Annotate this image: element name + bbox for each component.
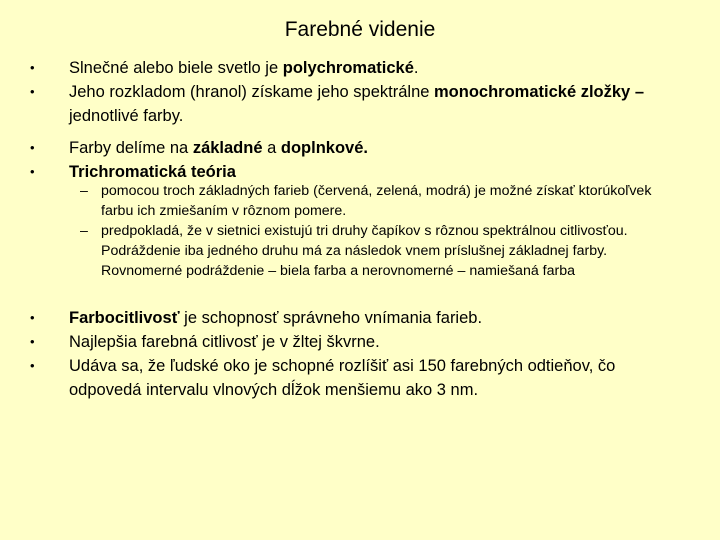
sub-list-trichromatic bbox=[0, 181, 656, 281]
bullet-item bbox=[0, 136, 669, 160]
dash-icon: – bbox=[80, 223, 88, 239]
sub-list-item bbox=[0, 221, 656, 281]
bullet-text: Farbocitlivosť bbox=[69, 309, 180, 327]
sub-list-item bbox=[0, 181, 656, 221]
bullet-text: Trichromatická teória bbox=[69, 163, 236, 181]
bullet-text: doplnkové. bbox=[280, 139, 368, 157]
sub-list-text: pomocou troch základných farieb (červená, zelená, modrá) je možné získať ktorúkoľvek farbu ich zmiešaním v rôznom pomere. bbox=[101, 183, 652, 219]
bullet-text: Jeho rozkladom (hranol) získame jeho spektrálne bbox=[69, 83, 435, 101]
bullet-text: Najlepšia farebná citlivosť je v žltej škvrne. bbox=[69, 333, 380, 351]
bullet-text: je schopnosť správneho vnímania farieb. bbox=[179, 309, 483, 327]
slide-title: Farebné videnie bbox=[284, 18, 436, 41]
bullet-icon: • bbox=[30, 140, 35, 155]
bullet-list-top bbox=[0, 56, 669, 184]
bullet-icon: • bbox=[30, 60, 35, 75]
bullet-icon: • bbox=[30, 164, 35, 179]
bullet-text: základné bbox=[192, 139, 263, 157]
bullet-icon: • bbox=[30, 84, 35, 99]
bullet-text: Udáva sa, že ľudské oko je schopné rozlíšiť asi 150 farebných odtieňov, čo odpovedá intervalu vlnových dĺžok menšiemu ako 3 nm. bbox=[69, 357, 616, 399]
bullet-item bbox=[0, 56, 669, 80]
bullet-item bbox=[0, 306, 669, 330]
bullet-text: a bbox=[262, 139, 281, 157]
bullet-list-bottom bbox=[0, 306, 669, 402]
bullet-icon: • bbox=[30, 358, 35, 373]
bullet-text: Slnečné alebo biele svetlo je bbox=[69, 59, 283, 77]
dash-icon: – bbox=[80, 183, 88, 199]
bullet-item bbox=[0, 354, 669, 402]
sub-list-text: predpokladá, že v sietnici existujú tri druhy čapíkov s rôznou spektrálnou citlivosťou. Podráždenie iba jedného druhu má za následok vnem príslušnej základnej farby. Rovnomerné podráždenie – biela farba a nerovnomerné – namiešaná farba bbox=[101, 223, 628, 279]
bullet-item bbox=[0, 330, 669, 354]
bullet-icon: • bbox=[30, 310, 35, 325]
bullet-text: jednotlivé farby. bbox=[69, 107, 184, 125]
bullet-text: . bbox=[413, 59, 419, 77]
bullet-text: monochromatické zložky – bbox=[434, 83, 644, 101]
bullet-text: polychromatické bbox=[282, 59, 414, 77]
bullet-icon: • bbox=[30, 334, 35, 349]
bullet-text: Farby delíme na bbox=[69, 139, 193, 157]
bullet-item bbox=[0, 80, 669, 128]
